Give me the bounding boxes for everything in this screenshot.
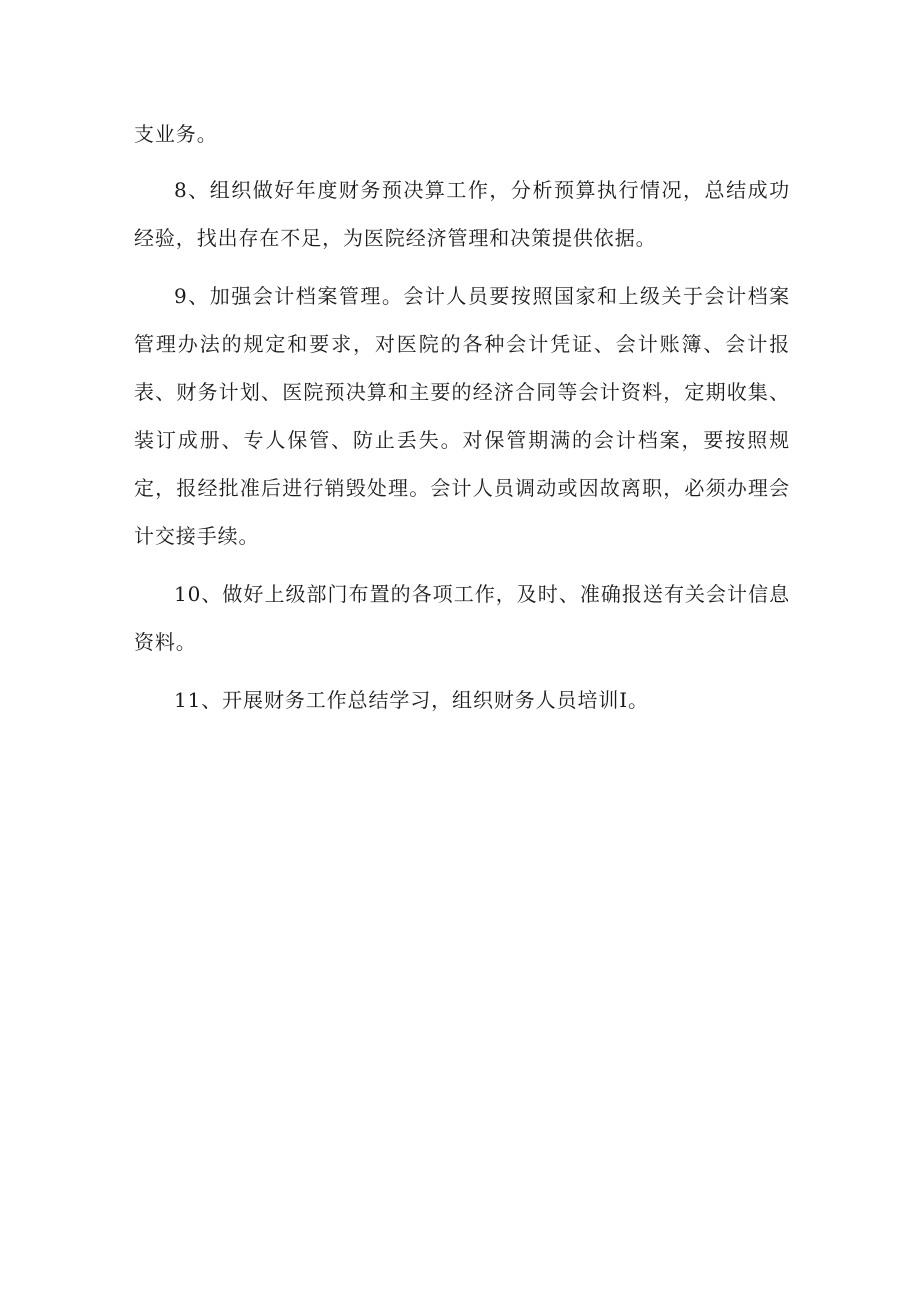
paragraph-item-8: 8、组织做好年度财务预决算工作，分析预算执行情况，总结成功经验，找出存在不足，为医院经济管理和决策提供依据。 [134,178,790,250]
document-body [134,110,790,734]
paragraph-continuation: 支业务。 [134,122,218,146]
paragraph-item-9: 9、加强会计档案管理。会计人员要按照国家和上级关于会计档案管理办法的规定和要求，对医院的各种会计凭证、会计账簿、会计报表、财务计划、医院预决算和主要的经济合同等会计资料，定期收集、装订成册、专人保管、防止丢失。对保管期满的会计档案，要按照规定，报经批准后进行销毁处理。会计人员调动或因故离职，必须办理会计交接手续。 [134,284,790,548]
paragraph-item-10: 10、做好上级部门布置的各项工作，及时、准确报送有关会计信息资料。 [134,582,790,654]
paragraph-item-11: 11、开展财务工作总结学习，组织财务人员培训I。 [174,688,649,712]
